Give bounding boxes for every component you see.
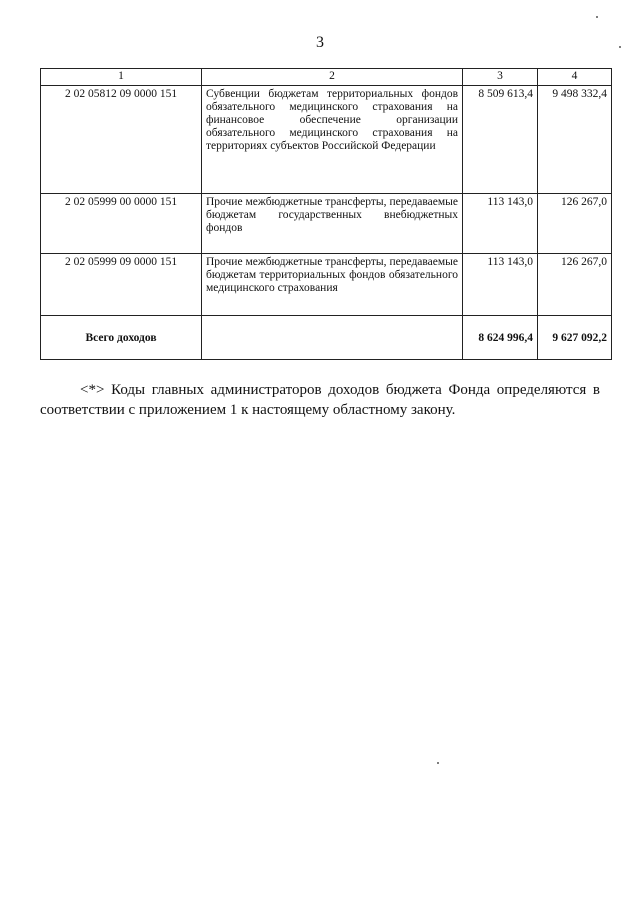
revenue-table [40,68,612,360]
table-row [41,194,612,254]
column-header-3: 3 [463,69,538,86]
revenue-description: Прочие межбюджетные трансферты, передаваемые бюджетам государственных внебюджетных фондов [202,194,463,254]
scan-speck [596,16,598,18]
table-row [41,86,612,194]
scan-speck [619,46,621,48]
amount-column-3: 113 143,0 [463,254,538,316]
amount-column-4: 9 498 332,4 [538,86,612,194]
revenue-description: Прочие межбюджетные трансферты, передаваемые бюджетам территориальных фондов обязательного медицинского страхования [202,254,463,316]
column-header-2: 2 [202,69,463,86]
revenue-description: Субвенции бюджетам территориальных фондов обязательного медицинского страхования на финансовое обеспечение организации обязательного медицинского страхования на территориях субъектов Российской Федерации [202,86,463,194]
footnote: <*> Коды главных администраторов доходов бюджета Фонда определяются в соответствии с приложением 1 к настоящему областному закону. [40,382,600,418]
total-column-4: 9 627 092,2 [538,316,612,360]
revenue-code: 2 02 05999 09 0000 151 [41,254,202,316]
column-header-4: 4 [538,69,612,86]
total-row [41,316,612,360]
total-column-3: 8 624 996,4 [463,316,538,360]
scan-speck [437,762,439,764]
amount-column-4: 126 267,0 [538,254,612,316]
total-label: Всего доходов [41,316,202,360]
column-header-1: 1 [41,69,202,86]
total-empty-cell [202,316,463,360]
amount-column-4: 126 267,0 [538,194,612,254]
amount-column-3: 8 509 613,4 [463,86,538,194]
table-header-row [41,69,612,86]
amount-column-3: 113 143,0 [463,194,538,254]
revenue-code: 2 02 05812 09 0000 151 [41,86,202,194]
page-number: 3 [316,34,324,51]
revenue-code: 2 02 05999 00 0000 151 [41,194,202,254]
table-row [41,254,612,316]
